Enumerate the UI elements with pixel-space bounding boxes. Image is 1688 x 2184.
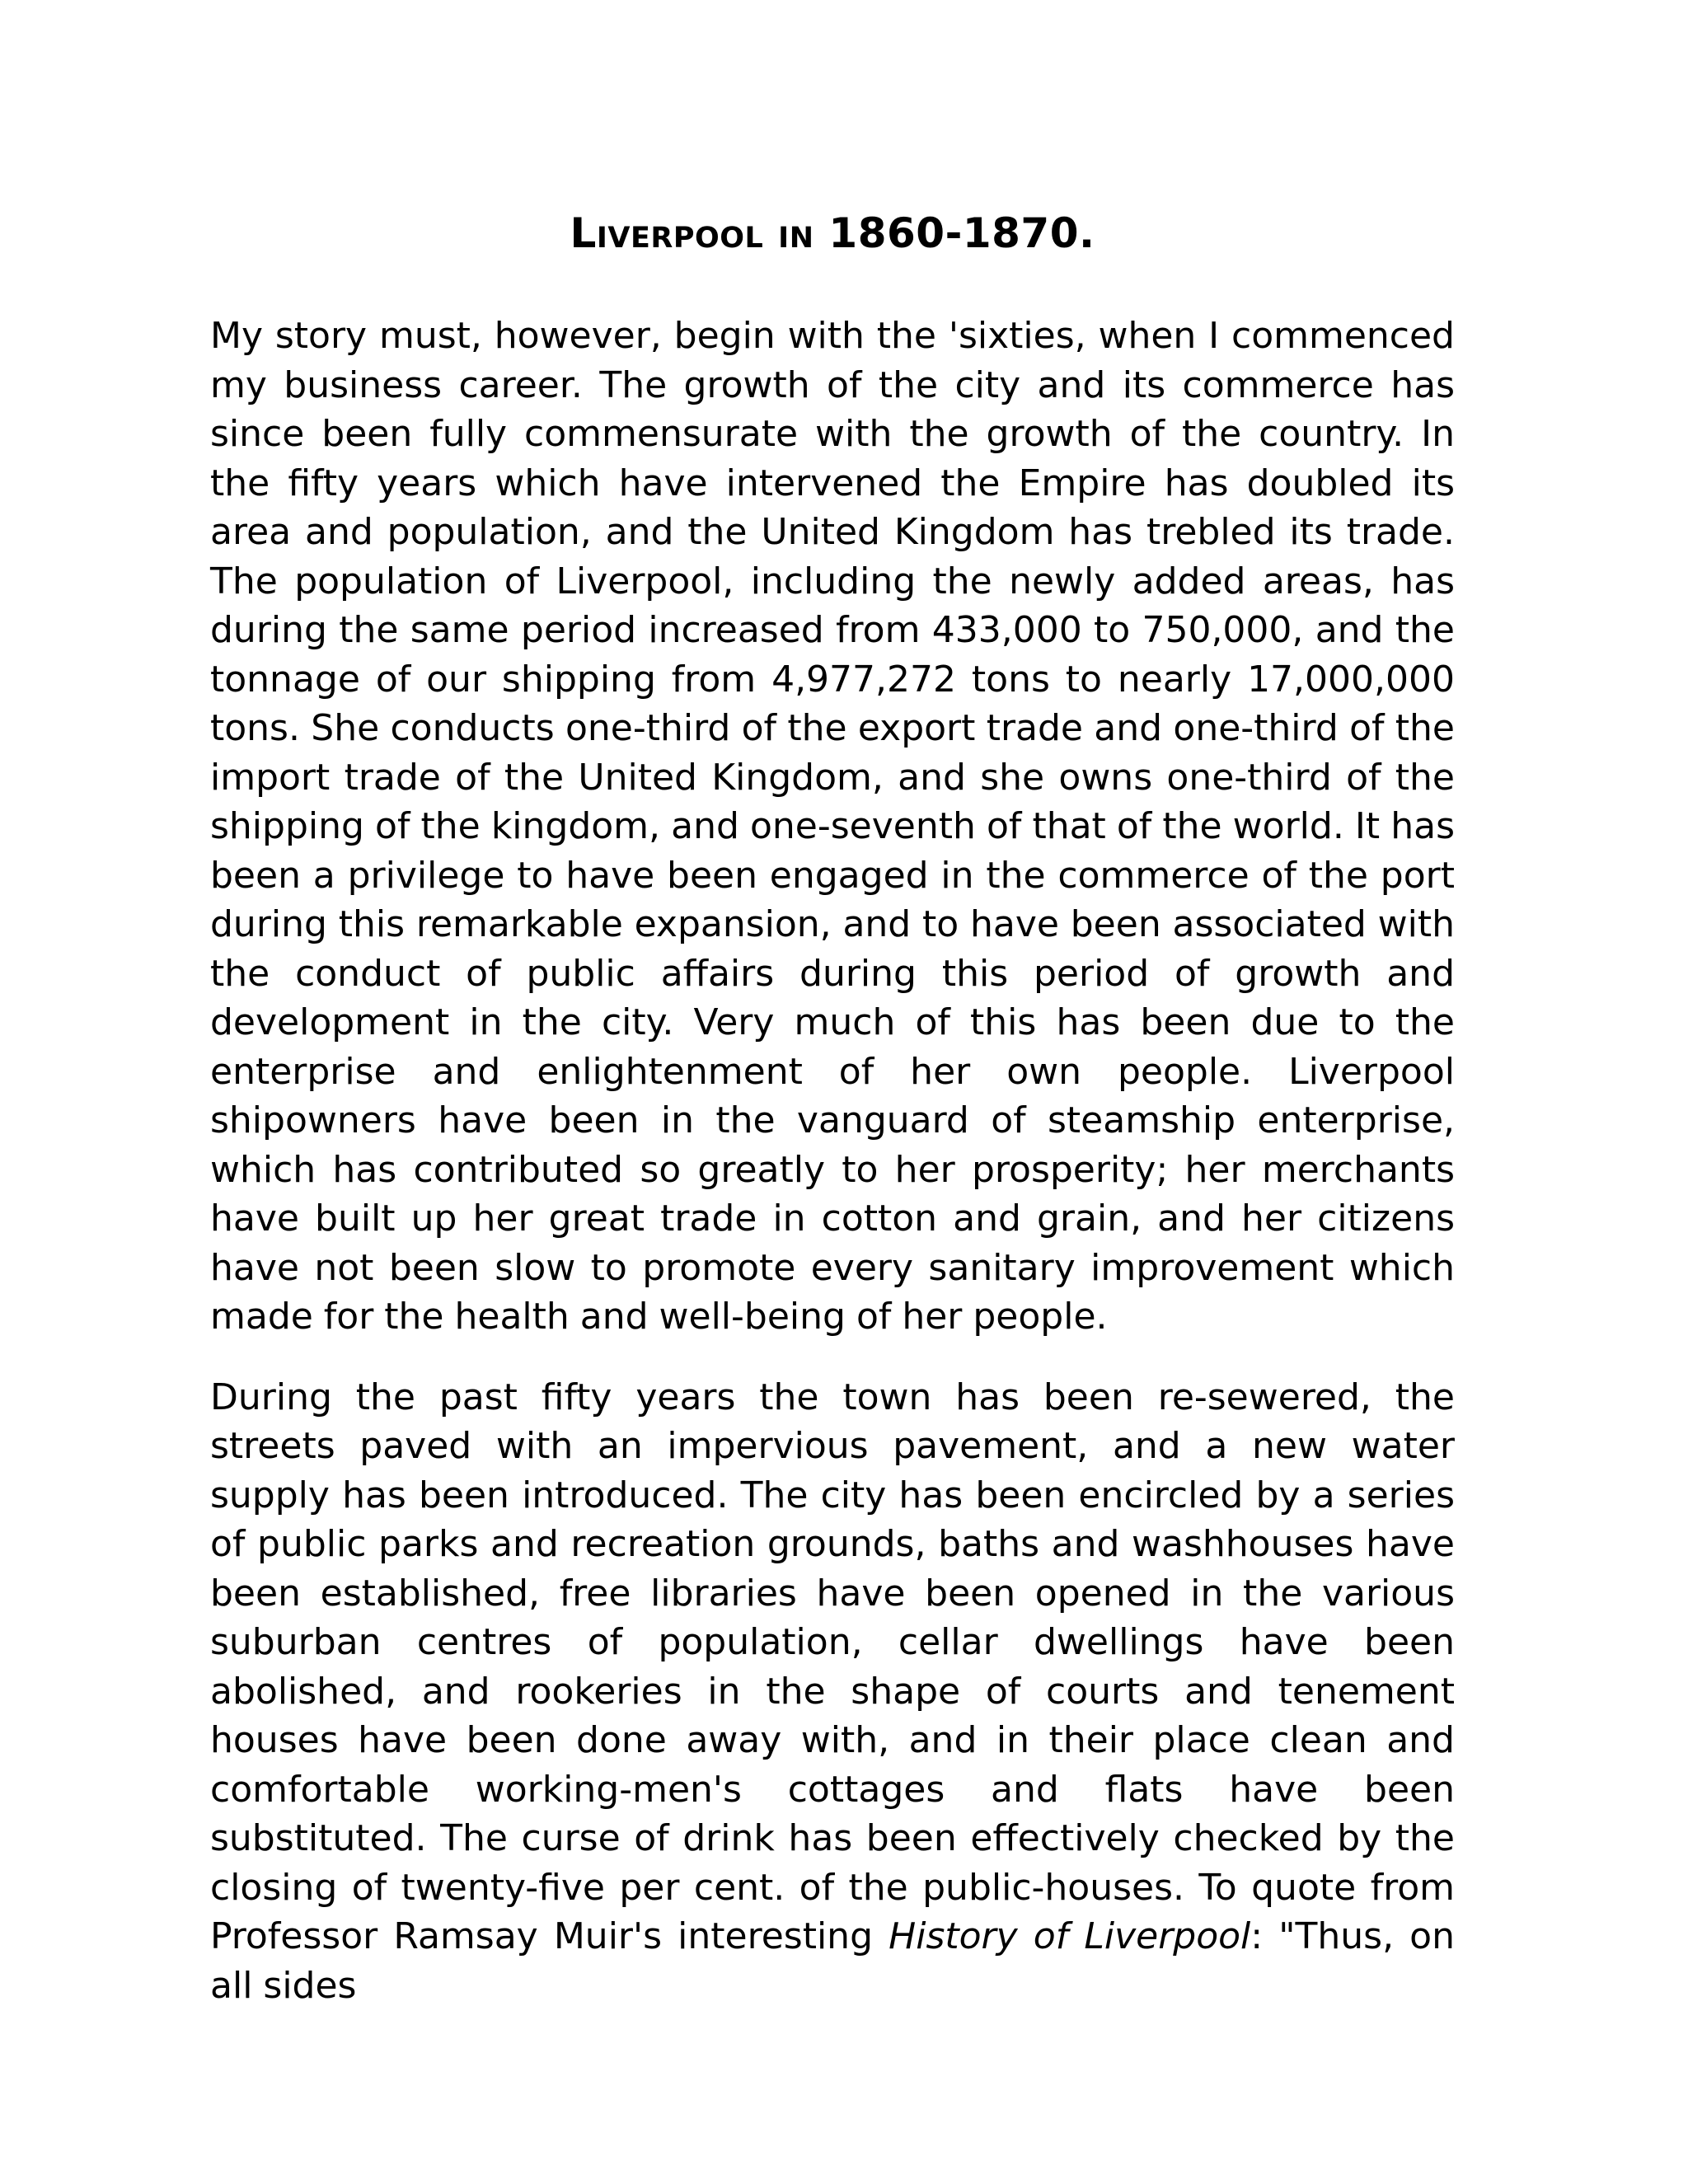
paragraph-1: My story must, however, begin with the 'sixties, when I commenced my business career. The growth of the city and its commerce has since been fully commensurate with the growth of the country. In the fifty years which have intervened the Empire has doubled its area and population, and the United Kingdom has trebled its trade. The population of Liverpool, including the newly added areas, has during the same period increased from 433,000 to 750,000, and the tonnage of our shipping from 4,977,272 tons to nearly 17,000,000 tons. She conducts one-third of the export trade and one-third of the import trade of the United Kingdom, and she owns one-third of the shipping of the kingdom, and one-seventh of that of the world. It has been a privilege to have been engaged in the commerce of the port during this remarkable expansion, and to have been associated with the conduct of public affairs during this period of growth and development in the city. Very much of this has been due to the enterprise and enlightenment of her own people. Liverpool shipowners have been in the vanguard of steamship enterprise, which has contributed so greatly to her prosperity; her merchants have built up her great trade in cotton and grain, and her citizens have not been slow to promote every sanitary improvement which made for the health and well-being of her people. — [210, 315, 1455, 1338]
book-title-italic: History of Liverpool — [889, 1915, 1251, 1957]
page-title — [210, 204, 1455, 262]
paragraph-2-text-after: : "Thus, on all sides — [210, 1915, 1455, 2007]
title-years: 1860-1870. — [828, 209, 1095, 257]
title-text: Liverpool in — [570, 209, 814, 257]
paragraph-2-text-before: During the past fifty years the town has been re-sewered, the streets paved with an impervious pavement, and a new water supply has been introduced. The city has been encircled by a series of public parks and recreation grounds, baths and washhouses have been established, free libraries have been opened in the various suburban centres of population, cellar dwellings have been abolished, and rookeries in the shape of courts and tenement houses have been done away with, and in their place clean and comfortable working-men's cottages and flats have been substituted. The curse of drink has been effectively checked by the closing of twenty-five per cent. of the public-houses. To quote from Professor Ramsay Muir's interesting — [210, 1376, 1455, 1957]
document-page — [210, 204, 1455, 2041]
paragraph-2 — [210, 1373, 1455, 2011]
